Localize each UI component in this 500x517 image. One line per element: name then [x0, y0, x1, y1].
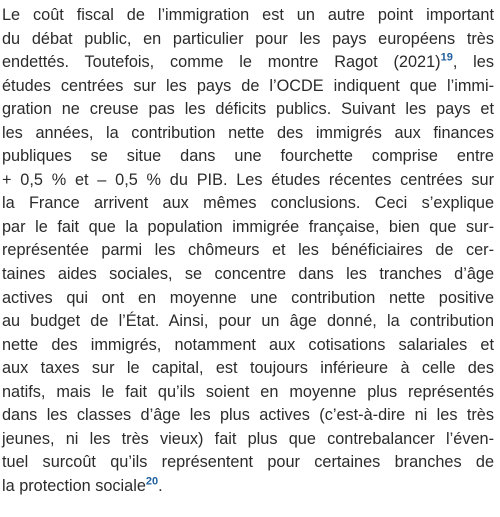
- text-line-18: dans les classes d’âge les plus actives (c’est-à-dire ni les très: [2, 406, 494, 425]
- footnote-reference-19[interactable]: 19: [440, 51, 453, 64]
- text-line-5: gration ne creuse pas les déficits publics. Suivant les pays et: [2, 100, 494, 119]
- text-line-19: jeunes, ni les très vieux) fait plus que contrebalancer l’éven-: [2, 429, 494, 448]
- text-line-3: [2, 51, 494, 75]
- text-line-7: publiques se situe dans une fourchette comprise entre: [2, 147, 494, 166]
- text-line-2: du débat public, en particulier pour les pays européens très: [2, 29, 494, 48]
- body-paragraph: [2, 4, 494, 498]
- text-line-20: tuel surcoût qu’ils représentent pour certaines branches de: [2, 453, 494, 472]
- text-line-15: nette des immigrés, notamment aux cotisations salariales et: [2, 335, 494, 354]
- text-line-3-main: endettés. Toutefois, comme le montre Ragot (2021): [2, 53, 441, 72]
- text-line-21-main: la protection sociale: [2, 476, 146, 495]
- text-line-1: Le coût fiscal de l’immigration est un autre point important: [2, 6, 494, 24]
- text-line-12: taines aides sociales, se concentre dans les tranches d’âge: [2, 265, 494, 284]
- text-line-9: la France arrivent aux mêmes conclusions. Ceci s’explique: [2, 194, 494, 213]
- footnote-reference-20[interactable]: 20: [145, 475, 159, 488]
- text-line-14: au budget de l’État. Ainsi, pour un âge donné, la contribution: [2, 312, 494, 331]
- text-line-21: [2, 475, 494, 499]
- text-line-8: + 0,5 % et – 0,5 % du PIB. Les études récentes centrées sur: [2, 170, 494, 189]
- text-line-6: les années, la contribution nette des immigrés aux finances: [2, 123, 494, 142]
- text-line-3-suffix: , les: [452, 53, 494, 72]
- final-punctuation: .: [158, 476, 163, 495]
- text-line-13: actives qui ont en moyenne une contribution nette positive: [2, 288, 494, 307]
- text-line-4: études centrées sur les pays de l’OCDE indiquent que l’immi-: [2, 76, 494, 95]
- text-line-10: par le fait que la population immigrée française, bien que sur-: [2, 217, 494, 236]
- text-line-11: représentée parmi les chômeurs et les bénéficiaires de cer-: [2, 241, 494, 260]
- text-line-16: aux taxes sur le capital, est toujours inférieure à celle des: [2, 359, 494, 378]
- text-line-17: natifs, mais le fait qu’ils soient en moyenne plus représentés: [2, 382, 494, 401]
